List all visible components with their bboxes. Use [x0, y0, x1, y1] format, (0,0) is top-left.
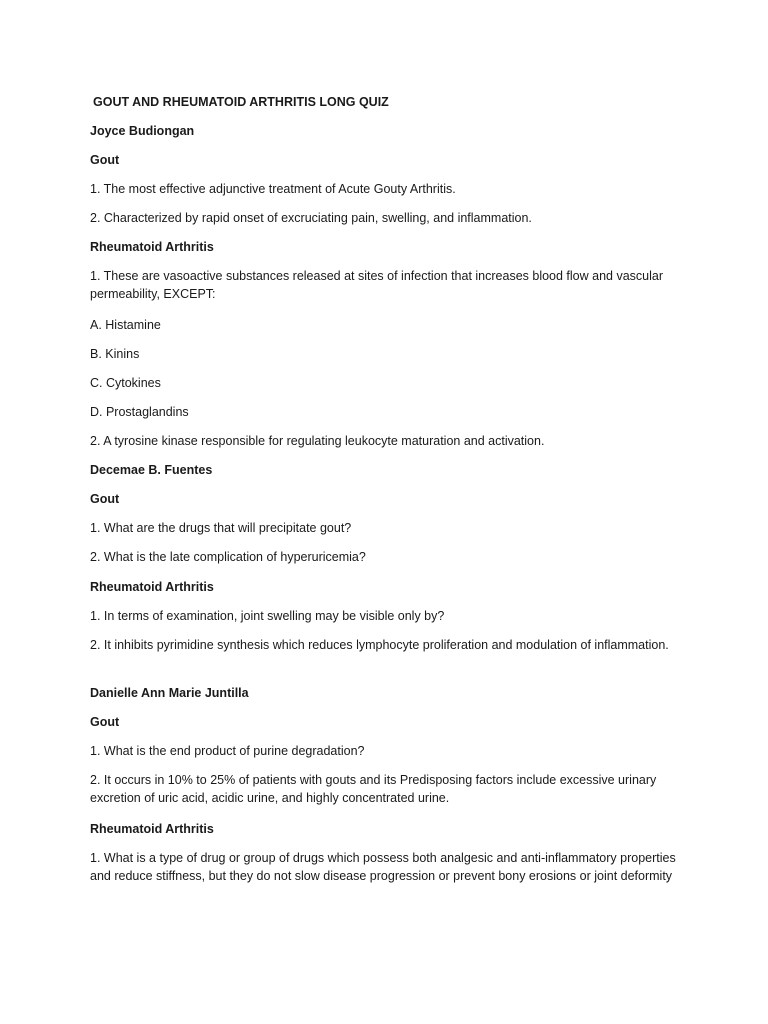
answer-option: A. Histamine: [90, 318, 161, 332]
answer-option: C. Cytokines: [90, 376, 161, 390]
question-item: 2. It inhibits pyrimidine synthesis which reduces lymphocyte proliferation and modulation of inflammation.: [90, 638, 669, 652]
author-name: Decemae B. Fuentes: [90, 463, 213, 477]
section-heading-rheumatoid-arthritis: Rheumatoid Arthritis: [90, 822, 214, 836]
document-title: GOUT AND RHEUMATOID ARTHRITIS LONG QUIZ: [93, 95, 389, 109]
question-item: 1. What is a type of drug or group of drugs which possess both analgesic and anti-inflammatory properties and reduce stiffness, but they do not slow disease progression or prevent bony erosions or joint deformity: [90, 851, 676, 883]
section-heading-rheumatoid-arthritis: Rheumatoid Arthritis: [90, 240, 214, 254]
question-item: 2. What is the late complication of hyperuricemia?: [90, 550, 366, 564]
question-item: 1. The most effective adjunctive treatment of Acute Gouty Arthritis.: [90, 182, 456, 196]
question-item: 1. In terms of examination, joint swelling may be visible only by?: [90, 609, 445, 623]
answer-option: B. Kinins: [90, 347, 140, 361]
question-item: 2. Characterized by rapid onset of excruciating pain, swelling, and inflammation.: [90, 211, 532, 225]
question-item: 1. What is the end product of purine degradation?: [90, 744, 365, 758]
section-heading-gout: Gout: [90, 153, 120, 167]
author-name: Danielle Ann Marie Juntilla: [90, 686, 249, 700]
question-item: 2. It occurs in 10% to 25% of patients with gouts and its Predisposing factors include excessive urinary excretion of uric acid, acidic urine, and highly concentrated urine.: [90, 773, 657, 805]
section-heading-rheumatoid-arthritis: Rheumatoid Arthritis: [90, 580, 214, 594]
author-name: Joyce Budiongan: [90, 124, 195, 138]
section-heading-gout: Gout: [90, 715, 120, 729]
question-item: 2. A tyrosine kinase responsible for regulating leukocyte maturation and activation.: [90, 434, 545, 448]
question-item: 1. What are the drugs that will precipitate gout?: [90, 521, 352, 535]
question-item: 1. These are vasoactive substances released at sites of infection that increases blood flow and vascular permeability, EXCEPT:: [90, 269, 664, 301]
section-heading-gout: Gout: [90, 492, 120, 506]
answer-option: D. Prostaglandins: [90, 405, 189, 419]
